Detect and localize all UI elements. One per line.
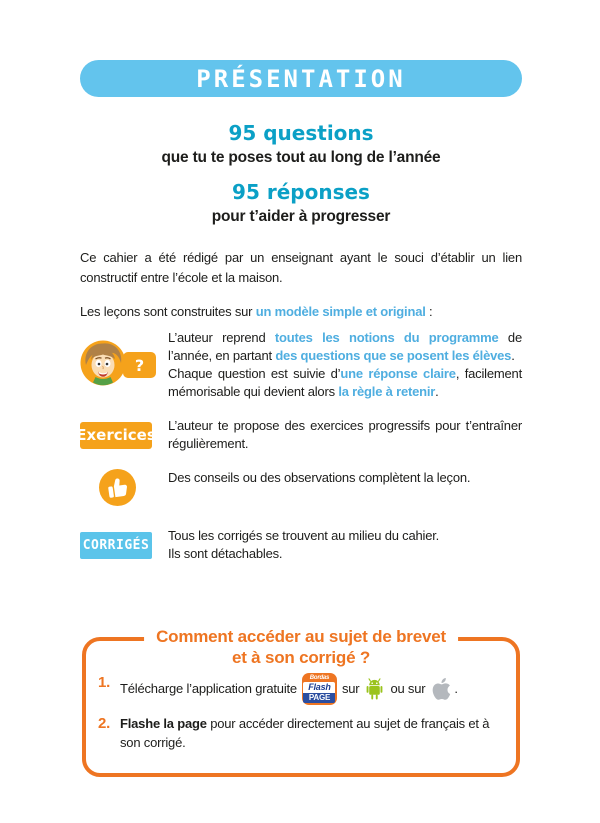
presentation-banner <box>80 60 522 97</box>
thumbs-up-icon <box>99 469 136 511</box>
feature-questions-icons <box>80 329 168 401</box>
android-icon <box>364 677 385 701</box>
feature-corriges-text: Tous les corrigés se trouvent au milieu du cahier. Ils sont détachables. <box>168 528 440 561</box>
flashpage-logo <box>302 673 337 705</box>
feature-exercices-icons <box>76 417 168 453</box>
feature-corriges-icons <box>80 527 168 563</box>
brevet-box <box>82 627 520 777</box>
feature-conseils-icons <box>80 469 168 511</box>
flashpage-logo-page: PAGE <box>303 693 335 703</box>
feature-exercices <box>76 417 522 453</box>
feature-exercices-text: L’auteur te propose des exercices progressifs pour t’entraîner régulièrement. <box>168 418 522 451</box>
feature-corriges <box>80 527 522 563</box>
questions-subtitle: que tu te poses tout au long de l’année <box>161 149 441 166</box>
step-2-number: 2. <box>98 714 111 732</box>
features-list <box>76 329 522 563</box>
step-2-text: Flashe la page pour accéder directement au sujet de français et à son corrigé. <box>120 715 490 750</box>
step-1-text-end: . <box>454 681 458 697</box>
step-1-number: 1. <box>98 674 111 691</box>
step-1-text-mid2: ou sur <box>390 681 426 697</box>
reponses-subtitle: pour t’aider à progresser <box>211 208 391 225</box>
questions-title: 95 questions <box>228 121 374 145</box>
step-1-text <box>120 673 500 705</box>
reponses-title: 95 réponses <box>232 180 370 204</box>
feature-conseils <box>80 469 522 511</box>
banner-title: PRÉSENTATION <box>196 64 406 93</box>
feature-questions <box>80 329 522 401</box>
step-1-text-before: Télécharge l’application gratuite <box>120 681 297 697</box>
flashpage-logo-brand: Bordas <box>309 675 330 681</box>
brevet-box-title-line1: Comment accéder au sujet de brevet <box>156 627 446 646</box>
question-bubble: ? <box>123 352 156 378</box>
step-2 <box>98 714 500 752</box>
corriges-badge: CORRIGÉS <box>80 532 152 559</box>
brevet-box-title-line2: et à son corrigé ? <box>231 648 371 667</box>
lessons-lead: Les leçons sont construites sur un modèle simple et original : <box>80 304 433 319</box>
feature-conseils-text: Des conseils ou des observations complètent la leçon. <box>168 470 471 485</box>
exercices-badge: Exercices <box>80 422 152 449</box>
student-character-icon <box>80 340 126 391</box>
intro-section <box>80 121 522 226</box>
intro-paragraph: Ce cahier a été rédigé par un enseignant ayant le souci d’établir un lien constructif entre l’école et la maison. <box>80 250 522 285</box>
feature-questions-text: L’auteur reprend toutes les notions du programme de l’année, en partant des questions que se posent les élèves. Chaque question est suivie d’une réponse claire, facilement mémorisable qui devient alors la règle à retenir. <box>168 330 522 399</box>
flashpage-logo-flash: Flash <box>303 682 335 693</box>
step-1 <box>98 673 500 705</box>
brevet-box-title <box>144 626 458 668</box>
apple-icon <box>430 676 452 701</box>
step-1-text-mid: sur <box>341 681 360 697</box>
